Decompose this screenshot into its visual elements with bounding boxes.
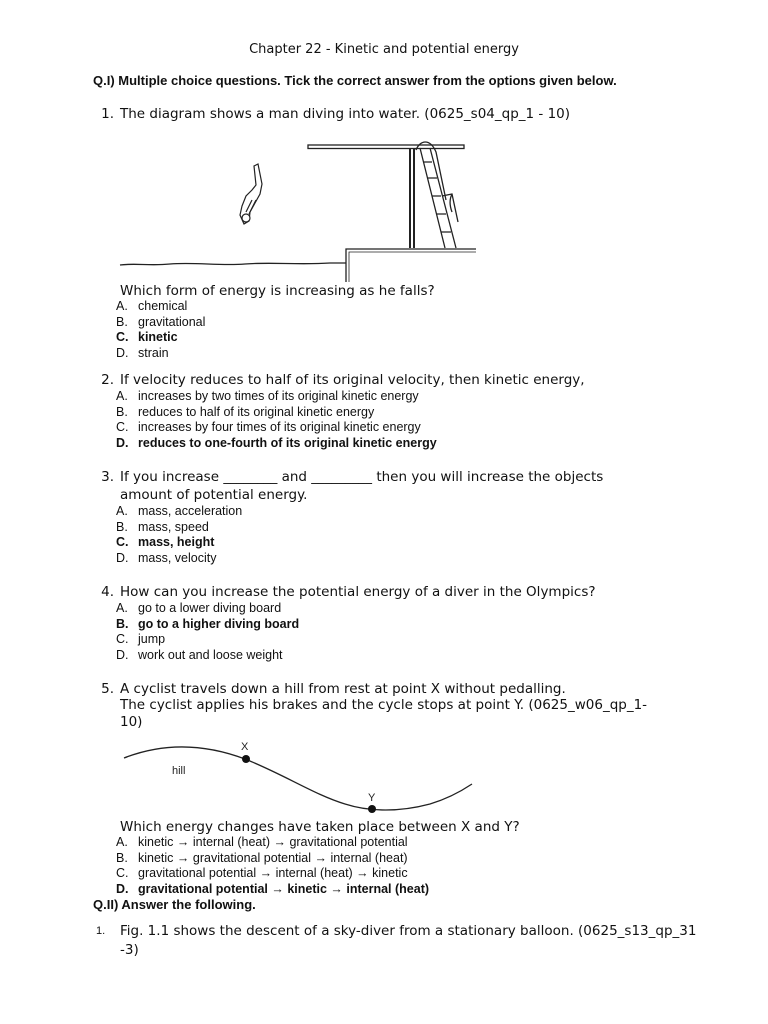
question-5-options — [116, 835, 429, 897]
question-number: 2. — [101, 372, 114, 388]
option-d[interactable]: D. gravitational potential → kinetic → internal (heat) — [116, 881, 430, 896]
hill-curve — [124, 747, 472, 810]
part2-question-text: Fig. 1.1 shows the descent of a sky-diver from a stationary balloon. (0625_s13_qp_31 — [120, 923, 697, 939]
page-title: Chapter 22 - Kinetic and potential energy — [249, 42, 519, 57]
option-b[interactable]: B. kinetic → gravitational potential → internal (heat) — [116, 850, 408, 865]
option-a[interactable]: A. kinetic → internal (heat) → gravitational potential — [116, 835, 408, 849]
question-text: If you increase ________ and _________ then you will increase the objects — [120, 469, 604, 485]
question-3-text-continued: amount of potential energy. — [120, 487, 308, 503]
option-a[interactable]: A. go to a lower diving board — [116, 601, 282, 615]
section-heading-multiple-choice: Q.I) Multiple choice questions. Tick the correct answer from the options given below. — [93, 73, 617, 88]
option-d[interactable]: D. reduces to one-fourth of its original kinetic energy — [116, 435, 437, 450]
question-5-text-continued-2: 10) — [120, 714, 143, 730]
part2-question-text-continued: -3) — [120, 942, 139, 958]
hill-label: hill — [172, 765, 186, 777]
question-number: 1. — [101, 106, 114, 122]
option-c[interactable]: C. increases by four times of its original kinetic energy — [116, 420, 421, 434]
question-5-subtext: Which energy changes have taken place between X and Y? — [120, 819, 520, 835]
option-a[interactable]: A. chemical — [116, 299, 188, 313]
part2-question-number: 1. — [96, 925, 106, 937]
option-b[interactable]: B. go to a higher diving board — [116, 616, 300, 631]
option-c[interactable]: C. jump — [116, 632, 166, 646]
option-a[interactable]: A. increases by two times of its original kinetic energy — [116, 389, 419, 403]
point-x-marker — [242, 755, 250, 763]
option-b[interactable]: B. mass, speed — [116, 519, 209, 534]
question-number: 5. — [101, 681, 114, 697]
option-b[interactable]: B. gravitational — [116, 314, 206, 329]
question-number: 3. — [101, 469, 114, 485]
question-text: If velocity reduces to half of its original velocity, then kinetic energy, — [120, 372, 585, 388]
question-1-subtext: Which form of energy is increasing as he falls? — [120, 283, 435, 299]
option-d[interactable]: D. work out and loose weight — [116, 647, 283, 662]
question-text: The diagram shows a man diving into water. (0625_s04_qp_1 - 10) — [120, 106, 571, 122]
option-c[interactable]: C. kinetic — [116, 330, 178, 344]
option-a[interactable]: A. mass, acceleration — [116, 504, 243, 518]
question-text: How can you increase the potential energy of a diver in the Olympics? — [120, 584, 596, 600]
point-y-label: Y — [368, 792, 376, 804]
question-number: 4. — [101, 584, 114, 600]
option-d[interactable]: D. mass, velocity — [116, 550, 217, 565]
option-d[interactable]: D. strain — [116, 345, 169, 360]
option-c[interactable]: C. gravitational potential → internal (heat) → kinetic — [116, 866, 408, 880]
point-y-marker — [368, 805, 376, 813]
option-b[interactable]: B. reduces to half of its original kinetic energy — [116, 404, 375, 419]
point-x-label: X — [241, 741, 249, 753]
section-heading-answer: Q.II) Answer the following. — [93, 897, 256, 912]
option-c[interactable]: C. mass, height — [116, 535, 215, 549]
question-5-text-continued: The cyclist applies his brakes and the cycle stops at point Y. (0625_w06_qp_1- — [120, 697, 648, 713]
question-text: A cyclist travels down a hill from rest at point X without pedalling. — [120, 681, 566, 697]
